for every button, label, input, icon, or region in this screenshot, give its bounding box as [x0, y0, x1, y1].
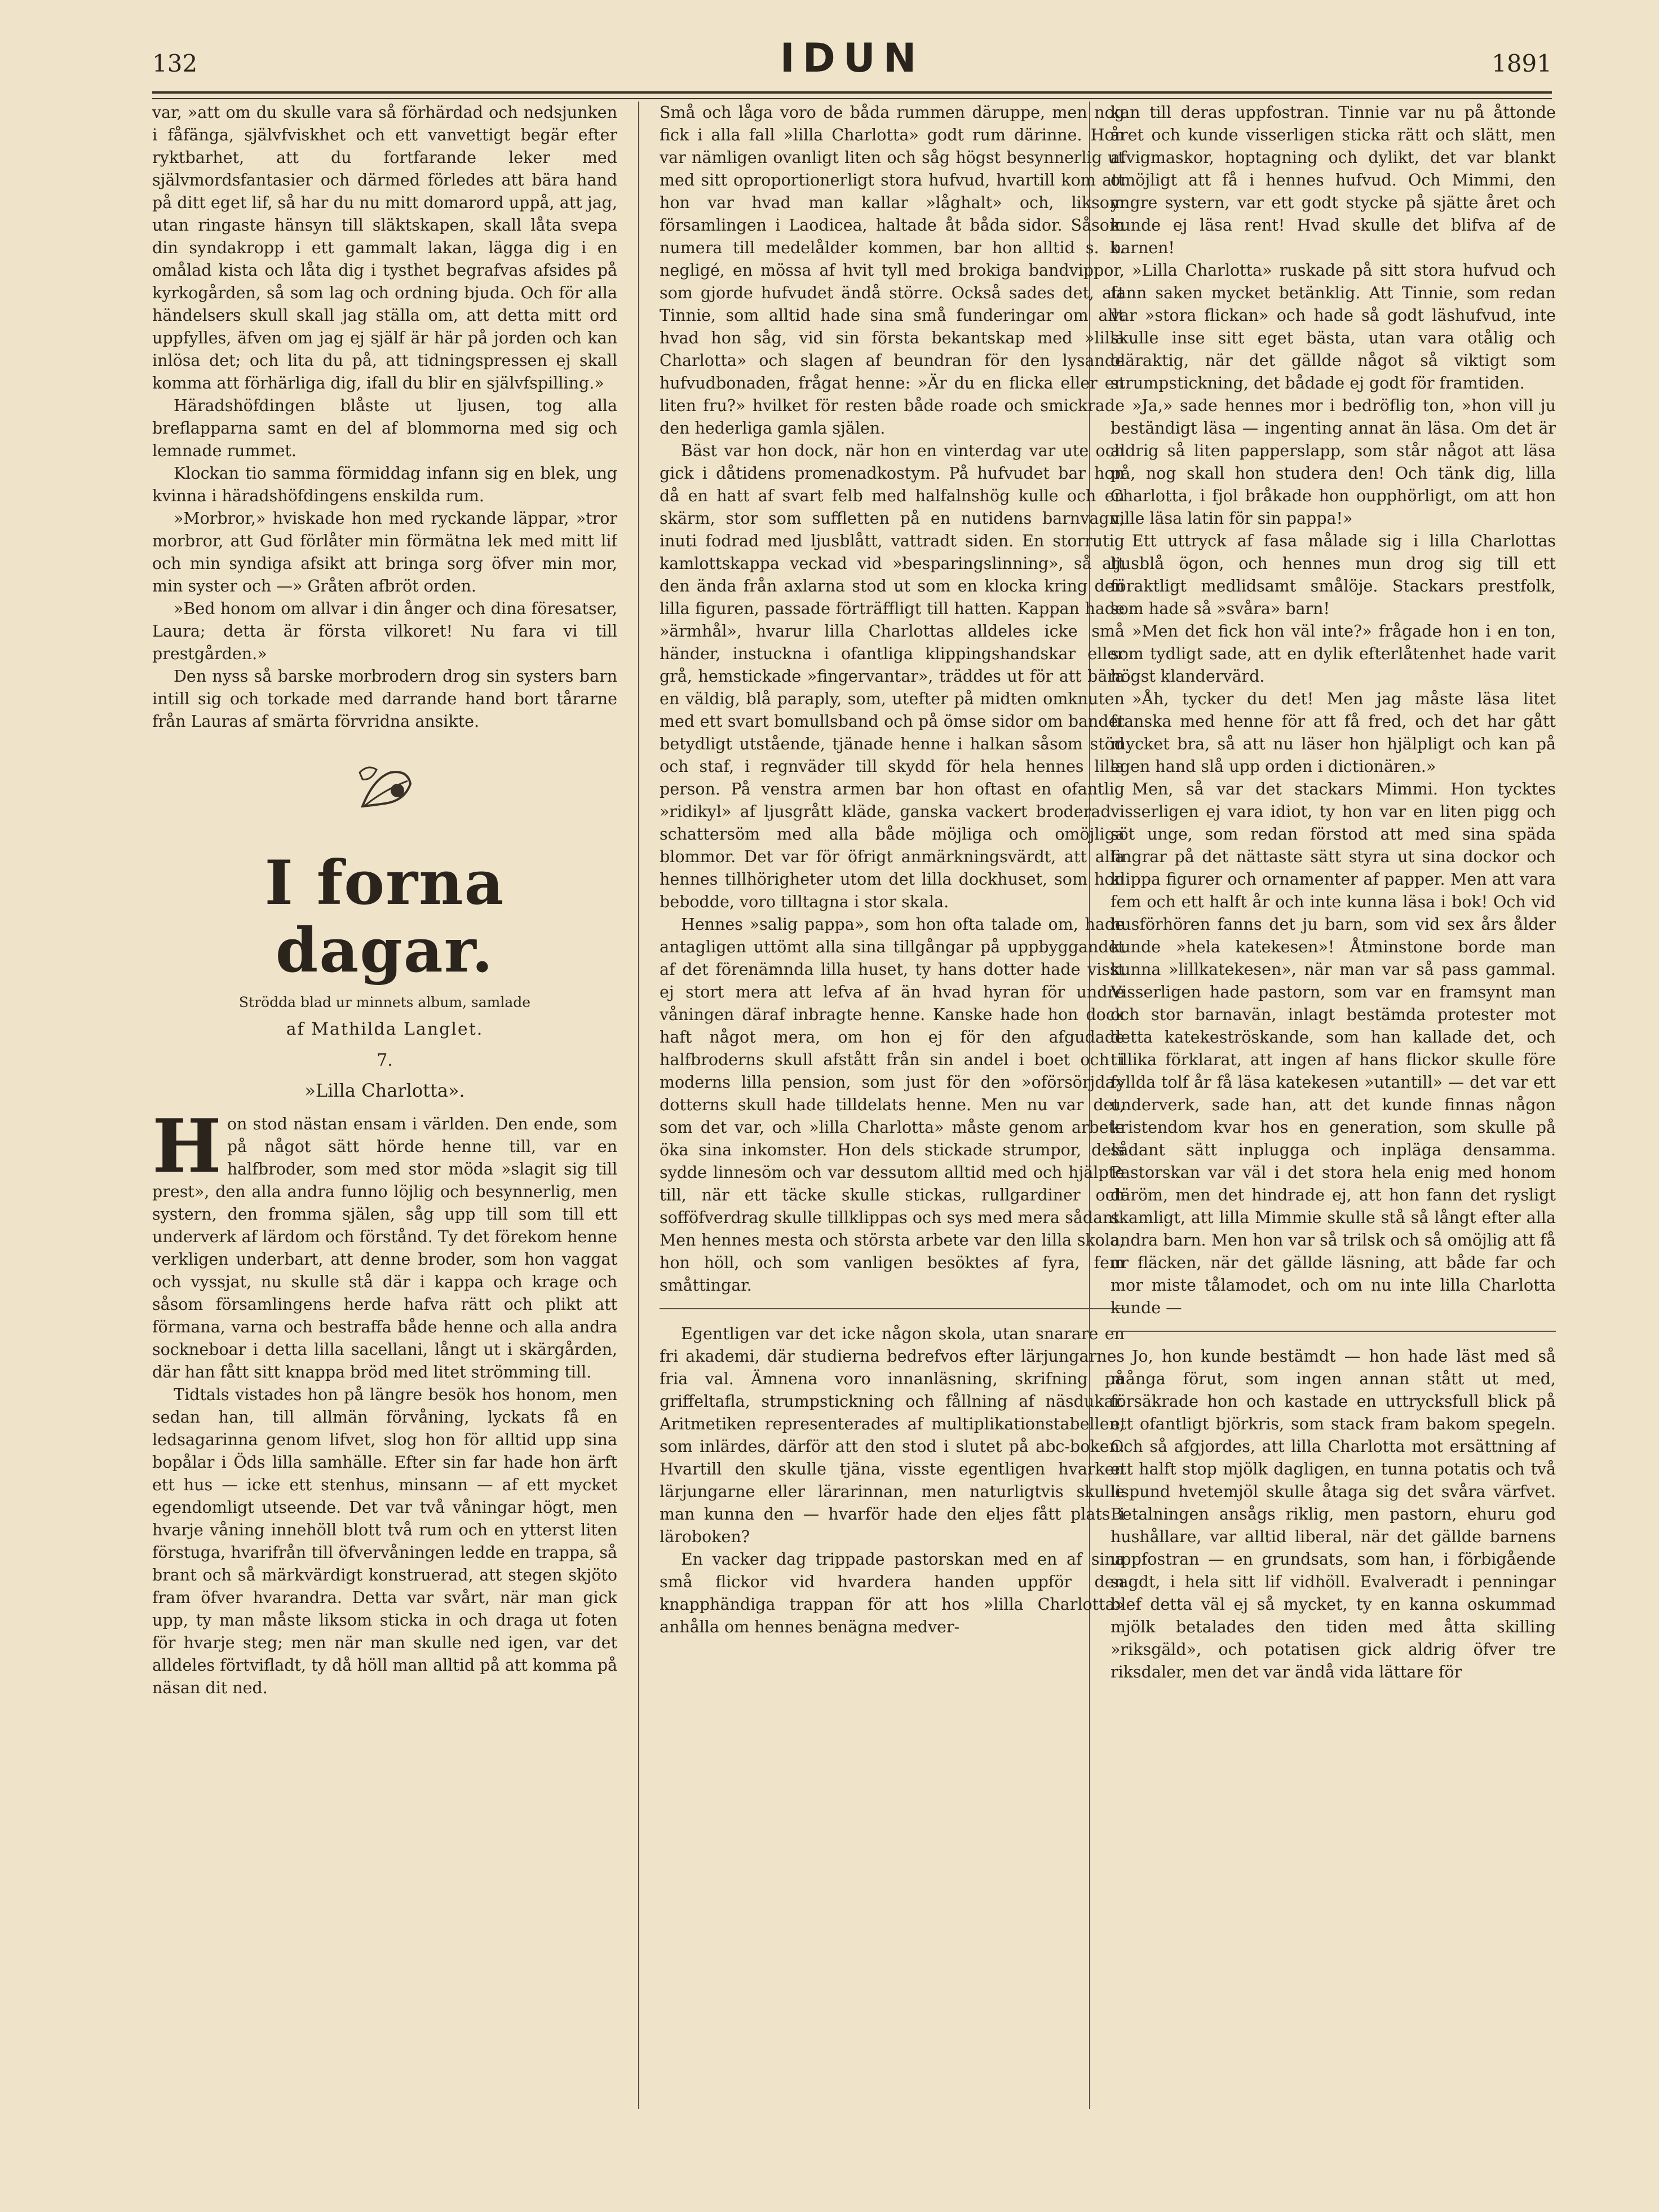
header-rule: [152, 91, 1552, 99]
paragraph: »Bed honom om allvar i din ånger och dina föresatser, Laura; detta är första vilkoret! Nu fara vi till prestgården.»: [152, 599, 617, 663]
paragraph: var, »att om du skulle vara så förhärdad och nedsjunken i fåfänga, självfviskhet och ett vanvettigt begär efter ryktbarhet, att du fortfarande leker med självmordsfantasier och därmed förledes att bära hand på ditt eget lif, så har du nu mitt domarord uppå, att jag, utan ringaste hänsyn till släktskapen, skall låta svepa din syndakropp i ett gammalt lakan, lägga dig i en omålad kista och låta dig i tysthet begrafvas afsides på kyrkogården, så som lag och ordning bjuda. Och för alla händelsers skull skall jag ställa om, att detta mitt ord uppfylles, äfven om jag ej själf är här på jorden och kan inlösa det; och lita du på, att tidningspressen ej skall komma att förhärliga dig, ifall du blir en självfspilling.»: [152, 103, 617, 392]
section-rule: [660, 1308, 1125, 1309]
paragraph: Egentligen var det icke någon skola, utan snarare en fri akademi, där studierna bedrefvos efter lärjungarnes fria val. Ämnena voro innanläsning, skrifning på griffeltafla, strumpstickning och fållning af näsdukar. Aritmetiken representerades af multiplikationstabellen, som inlärdes, därför att den stod i slutet på abc-boken. Hvartill den skulle tjäna, visste egentligen hvarken lärjungarne eller lärarinnan, men naturligtvis skulle man kunna den — hvarför hade den eljes fått plats i läroboken?: [660, 1324, 1125, 1546]
paragraph: »Ja,» sade hennes mor i bedröflig ton, »hon vill ju beständigt läsa — ingenting annat än läsa. Om det är aldrig så liten papperslapp, som står något att läsa på, nog skall hon studera den! Och tänk dig, lilla Charlotta, i fjol bråkade hon oupphörligt, om att hon ville läsa latin för sin pappa!»: [1111, 396, 1556, 528]
article-subtitle: Strödda blad ur minnets album, samlade: [238, 994, 531, 1010]
column-divider: [638, 101, 639, 2109]
paragraph: Klockan tio samma förmiddag infann sig en blek, ung kvinna i häradshöfdingens enskilda rum.: [152, 464, 617, 505]
paragraph: Tidtals vistades hon på längre besök hos honom, men sedan han, till allmän förvåning, lyckats få en ledsagarinna genom lifvet, slog hon för alltid upp sina bopålar i Öds lilla samhälle. Efter sin far hade hon ärft ett hus — icke ett stenhus, minsann — af ett mycket egendomligt utseende. Det var två våningar högt, men hvarje våning innehöll blott två rum och en ytterst liten förstuga, hvarifrån till öfvervåningen ledde en trappa, så brant och så märkvärdigt konstruerad, att stegen skjöto fram öfver hvarandra. Detta var svårt, när man gick upp, ty man måste liksom sticka in och draga ut foten för hvarje steg; men när man skulle ned igen, var det alldeles förtvifladt, ty då höll man alltid på att komma på näsan dit ned.: [152, 1385, 617, 1697]
article-title: I forna dagar.: [264, 847, 505, 986]
column-2: [660, 101, 1125, 2109]
paragraph: Häradshöfdingen blåste ut ljusen, tog alla breflapparna samt en del af blommorna med sig och lemnade rummet.: [152, 396, 617, 460]
masthead: IDUN: [780, 35, 924, 81]
paragraph: »Men det fick hon väl inte?» frågade hon i en ton, som tydligt sade, att en dylik efterlåtenhet hade varit högst klandervärd.: [1111, 622, 1556, 686]
paragraph: »Morbror,» hviskade hon med ryckande läppar, »tror morbror, att Gud förlåter min förmätna lek med mitt lif och min syndiga afsikt att bringa sorg öfver min mor, min syster och —» Gråten afbröt orden.: [152, 509, 617, 595]
page-header: [152, 23, 1552, 90]
leaf-ornament-icon: [351, 756, 419, 818]
paragraph: Den nyss så barske morbrodern drog sin systers barn intill sig och torkade med darrande hand bort tårarne från Lauras af smärta förvridna ansikte.: [152, 667, 617, 731]
paragraph: Men, så var det stackars Mimmi. Hon tycktes visserligen ej vara idiot, ty hon var en liten pigg och söt unge, som redan förstod att med sina späda fingrar på det nättaste sätt styra ut sina dockor och klippa figurer och ornamenter af papper. Men att vara fem och ett halft år och inte kunna läsa i bok! Och vid husförhören fanns det ju barn, som vid sex års ålder kunde »hela katekesen»! Åtminstone borde man kunna »lillkatekesen», när man var så pass gammal. Visserligen hade pastorn, som var en framsynt man och stor barnavän, inlagt bestämda protester mot detta katekeströskande, som han kallade det, och tillika förklarat, att ingen af hans flickor skulle före fyllda tolf år få läsa katekesen »utantill» — det var ett underverk, sade han, att det kunde finnas någon kristendom kvar hos en generation, som skulle på sådant sätt inplugga och inpläga densamma. Pastorskan var väl i det stora hela enig med honom däröm, men det hindrade ej, att hon fann det rysligt skamligt, att lilla Mimmie skulle stå så långt efter alla andra barn. Men hon var så trilsk och så omöjlig att få ur fläcken, när det gällde läsning, att både far och mor miste tålamodet, och om nu inte lilla Charlotta kunde —: [1111, 780, 1556, 1317]
story-opening: [152, 1103, 617, 1384]
paragraph: kan till deras uppfostran. Tinnie var nu på åttonde året och kunde visserligen sticka rätt och slätt, men afvigmaskor, hoptagning och dylikt, det var blankt omöjligt att få i hennes hufvud. Och Mimmi, den yngre systern, var ett godt stycke på sjätte året och kunde ej läsa rent! Hvad skulle det blifva af de barnen!: [1111, 103, 1556, 257]
paragraph: Bäst var hon dock, när hon en vinterdag var ute och gick i dåtidens promenadkostym. På hufvudet bar hon då en hatt af svart felb med halfalnshög kulle och en skärm, stor som suffletten på en nutidens barnvagn, inuti fodrad med ljusblått, vattradt siden. En storrutig kamlottskappa veckad vid »besparingslinning», så att den ända från axlarna stod ut som en klocka kring den lilla figuren, passade förträffligt till hatten. Kappan hade »ärmhål», hvarur lilla Charlottas alldeles icke små händer, instuckna i ofantliga klippingshandskar eller grå, hemstickade »fingervantar», träddes ut för att bära en väldig, blå paraply, som, utefter på midten omknuten med ett svart bomullsband och på ömse sidor om bandet betydligt utstående, tjänade henne i halkan såsom stöd och staf, i regnväder till skydd för hela hennes lilla person. På venstra armen bar hon oftast en ofantlig »ridikyl» af ljusgrått kläde, ganska vackert broderad i schattersöm med alla både möjliga och omöjliga blommor. Det var för öfrigt anmärkningsvärdt, att alla hennes tillhörigheter utom det lilla dockhuset, som hon bebodde, voro tilltagna i stor skala.: [660, 441, 1125, 911]
drop-cap: H: [152, 1103, 222, 1189]
paragraph: En vacker dag trippade pastorskan med en af sina små flickor vid hvardera handen uppför den knapphändiga trappan för att hos »lilla Charlotta» anhålla om hennes benägna medver-: [660, 1550, 1125, 1636]
article-author: af Mathilda Langlet.: [286, 1019, 484, 1039]
leaf-ornament: [152, 756, 617, 818]
paragraph: Ett uttryck af fasa målade sig i lilla Charlottas ljusblå ögon, och hennes mun drog sig till ett föraktligt medlidsamt smålöje. Stackars prestfolk, som hade så »svåra» barn!: [1111, 532, 1556, 618]
chapter-number: 7.: [377, 1050, 393, 1070]
paragraph: Jo, hon kunde bestämdt — hon hade läst med så många förut, som ingen annan stått ut med, försäkrade hon och kastade en uttrycksfull blick på ett ofantligt björkris, som stack fram bakom spegeln. Och så afgjordes, att lilla Charlotta mot ersättning af ett halft stop mjölk dagligen, en tunna potatis och två lispund hvetemjöl skulle åtaga sig det svåra värfvet. Betalningen ansågs riklig, men pastorn, ehuru god hushållare, var alltid liberal, när det gällde barnens uppfostran — en grundsats, som han, i förbigående sagdt, i hela sitt lif vidhöll. Evalveradt i penningar blef detta väl ej så mycket, ty en kanna oskummad mjölk betalades den tiden med åtta skilling »riksgäld», och potatisen gick aldrig öfver tre riksdaler, men det var ändå vida lättare för: [1111, 1347, 1556, 1681]
story-title: »Lilla Charlotta».: [304, 1080, 465, 1101]
paragraph-text: on stod nästan ensam i världen. Den ende, som på något sätt hörde henne till, var en halfbroder, som med stor möda »slagit sig till prest», den alla andra funno löjlig och besynnerlig, men systern, den fromma själen, såg upp till som till ett underverk af lärdom och förstånd. Ty det förekom henne verkligen underbart, att denne broder, som hon vaggat och vyssjat, nu skulle stå där i kappa och krage och såsom församlingens herde hafva rätt och plikt att förmana, varna och bestraffa både henne och alla andra sockneboar i detta lilla sacellani, långt ut i skärgården, där han fått sitt knappa bröd med litet strömming till.: [152, 1115, 617, 1381]
column-1: [152, 101, 617, 2109]
paragraph: »Lilla Charlotta» ruskade på sitt stora hufvud och fann saken mycket betänklig. Att Tinnie, som redan var »stora flickan» och hade så godt läshufvud, inte skulle inse sitt eget bästa, utan vara otålig och oläraktig, när det gällde något så viktigt som strumpstickning, det bådade ej godt för framtiden.: [1111, 261, 1556, 392]
paragraph: Hennes »salig pappa», som hon ofta talade om, hade antagligen uttömt alla sina tillgångar på uppbyggandet af det förenämnda lilla huset, ty hans dotter hade visst ej stort mera att lefva af än hvad hyran för undre våningen däraf inbragte henne. Kanske hade hon dock haft något mera, om hon ej för den afgudade halfbroderns skull afstått från sin andel i boet och i moderns lilla pension, som just för den »oförsörjda» dotterns skull hade tilldelats henne. Men nu var det, som det var, och »lilla Charlotta» måste genom arbete öka sina inkomster. Hon dels stickade strumpor, dels sydde linnesöm och var dessutom alltid med och hjälpte till, när ett täcke skulle stickas, rullgardiner och sofföfverdrag skulle tillklippas och sys med mera sådant. Men hennes mesta och största arbete var den lilla skola, hon höll, och som vanligen besöktes af fyra, fem småttingar.: [660, 915, 1125, 1295]
paragraph: Små och låga voro de båda rummen däruppe, men nog fick i alla fall »lilla Charlotta» godt rum därinne. Hon var nämligen ovanligt liten och såg högst besynnerlig ut med sitt oproportionerligt stora hufvud, hvartill kom att hon var hvad man kallar »låghalt» och, liksom församlingen i Laodicea, haltade åt båda sidor. Såsom numera till medelålder kommen, bar hon alltid s. k. negligé, en mössa af hvit tyll med brokiga bandvippor, som gjorde hufvudet ändå större. Också sades det, att Tinnie, som alltid hade sina små funderingar om allt hvad hon såg, vid sin första bekantskap med »lilla Charlotta» och slagen af beundran för den lysande hufvudbonaden, frågat henne: »Är du en flicka eller en liten fru?» hvilket för resten både roade och smickrade den hederliga gamla själen.: [660, 103, 1125, 438]
paragraph: »Åh, tycker du det! Men jag måste läsa litet franska med henne för att få fred, och det har gått mycket bra, så att nu läser hon hjälpligt och kan på egen hand slå upp orden i dictionären.»: [1111, 690, 1556, 776]
section-rule: [1111, 1331, 1556, 1332]
column-3: [1111, 101, 1556, 2109]
page-number: 132: [152, 50, 198, 77]
year: 1891: [1492, 50, 1552, 77]
